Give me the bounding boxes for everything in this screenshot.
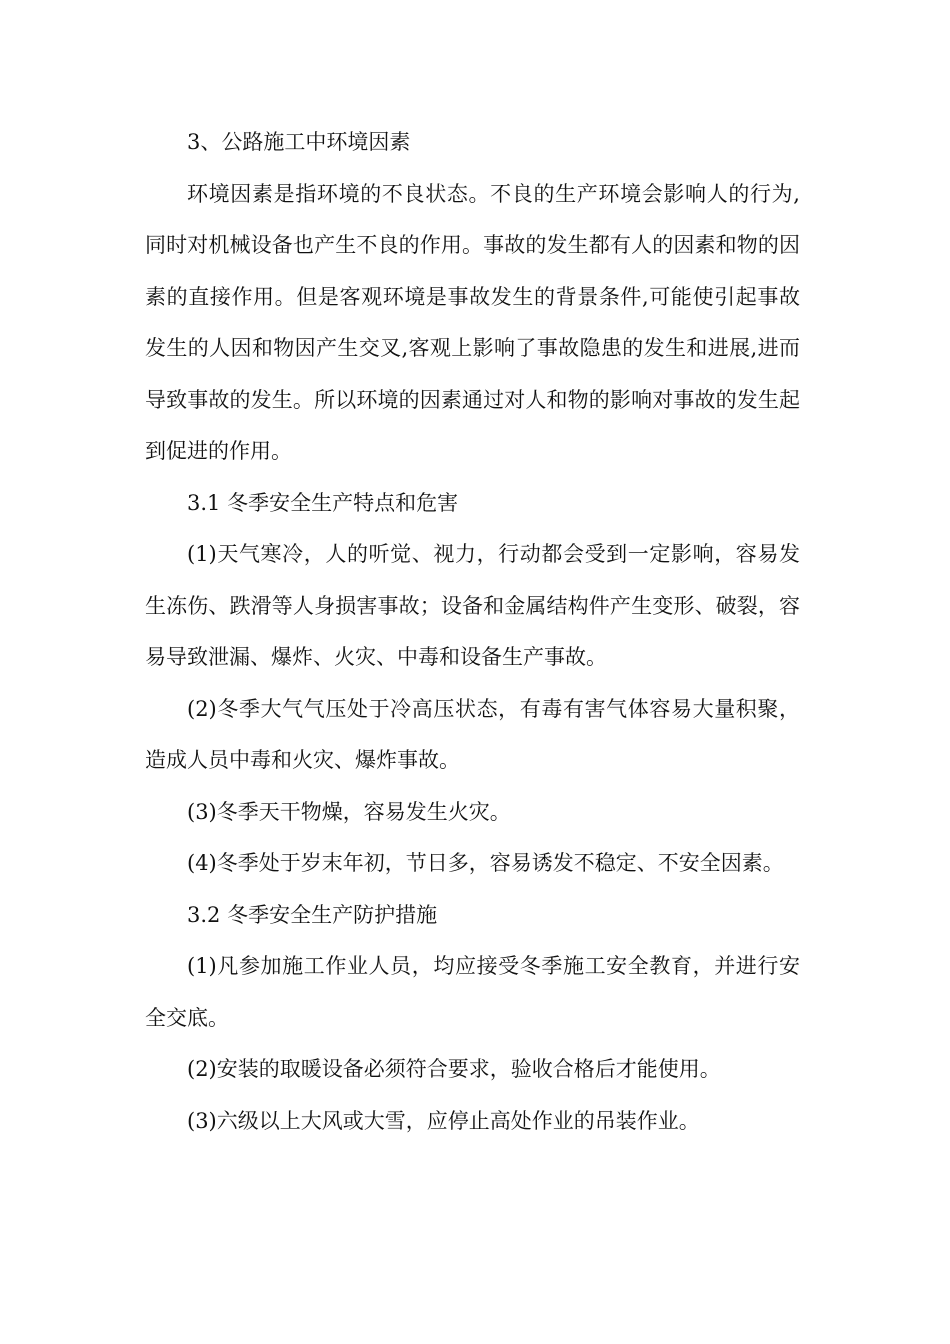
section-heading-3-2: 3.2 冬季安全生产防护措施 xyxy=(187,902,438,927)
paragraph-winter-measure-2: (2)安装的取暖设备必须符合要求，验收合格后才能使用。 xyxy=(187,1057,721,1081)
paragraph-winter-hazard-1: (1)天气寒冷，人的听觉、视力，行动都会受到一定影响，容易发生冻伤、跌滑等人身损害事故；设备和金属结构件产生变形、破裂，容易导致泄漏、爆炸、火灾、中毒和设备生产事故。 xyxy=(145,542,800,669)
section-heading-3-1: 3.1 冬季安全生产特点和危害 xyxy=(187,490,459,515)
paragraph-environment-factors: 环境因素是指环境的不良状态。不良的生产环境会影响人的行为,同时对机械设备也产生不良的作用。事故的发生都有人的因素和物的因素的直接作用。但是客观环境是事故发生的背景条件,可能使引起事故发生的人因和物因产生交叉,客观上影响了事故隐患的发生和进展,进而导致事故的发生。所以环境的因素通过对人和物的影响对事故的发生起到促进的作用。 xyxy=(145,181,800,463)
paragraph-winter-hazard-3: (3)冬季天干物燥，容易发生火灾。 xyxy=(187,799,511,824)
section-heading-3: 3、公路施工中环境因素 xyxy=(187,130,411,154)
paragraph-winter-measure-1: (1)凡参加施工作业人员，均应接受冬季施工安全教育，并进行安全交底。 xyxy=(145,954,800,1030)
paragraph-winter-measure-3: (3)六级以上大风或大雪，应停止高处作业的吊装作业。 xyxy=(187,1108,700,1133)
paragraph-winter-hazard-4: (4)冬季处于岁末年初，节日多，容易诱发不稳定、不安全因素。 xyxy=(187,851,784,875)
paragraph-winter-hazard-2: (2)冬季大气气压处于冷高压状态，有毒有害气体容易大量积聚，造成人员中毒和火灾、爆炸事故。 xyxy=(145,696,800,772)
document-body xyxy=(145,117,800,1147)
